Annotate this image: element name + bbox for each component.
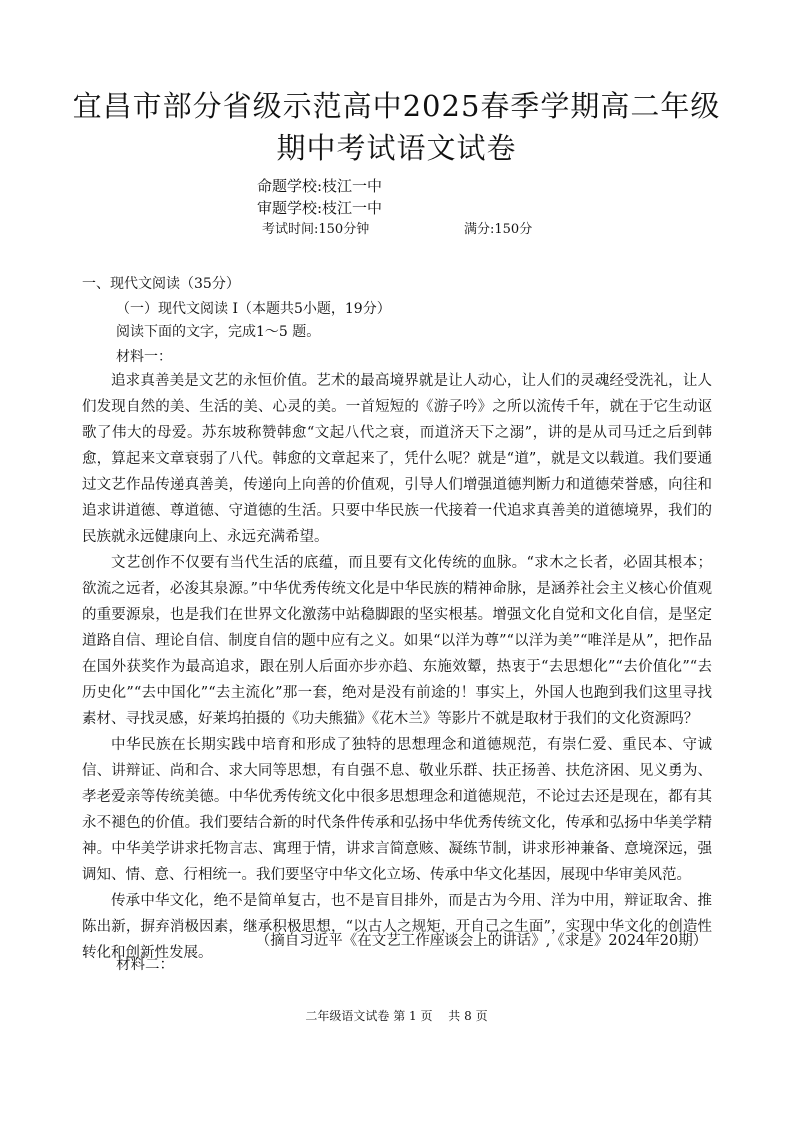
paragraph: 中华民族在长期实践中培育和形成了独特的思想理念和道德规范，有崇仁爱、重民本、守诚信、讲辩证、尚和合、求大同等思想，有自强不息、敬业乐群、扶正扬善、扶危济困、见义勇为、孝老爱亲等传统美德。中华优秀传统文化中很多思想理念和道德规范，不论过去还是现在，都有其永不褪色的价值。我们要结合新的时代条件传承和弘扬中华优秀传统文化，传承和弘扬中华美学精神。中华美学讲求托物言志、寓理于情，讲求言简意赅、凝练节制，讲求形神兼备、意境深远，强调知、情、意、行相统一。我们要坚守中华文化立场、传承中华文化基因，展现中华审美风范。: [82, 737, 712, 883]
section-subheading: （一）现代文阅读 I（本题共5小题，19分）: [116, 301, 391, 317]
material2-label: 材料二：: [116, 957, 174, 973]
page-footer: 二年级语文试卷 第 1 页 共 8 页: [305, 1009, 488, 1023]
proposer-school: 命题学校:枝江一中: [257, 177, 383, 195]
section-heading: 一、现代文阅读（35分）: [82, 276, 240, 292]
reading-instruction: 阅读下面的文字，完成1～5 题。: [116, 324, 321, 340]
paragraph: 传承中华文化，绝不是简单复古，也不是盲目排外，而是古为今用、洋为中用，辩证取舍、推陈出新，摒弃消极因素，继承积极思想，“以古人之规矩，开自己之生面”，实现中华文化的创造性转化和创新性发展。: [82, 893, 712, 961]
exam-title-line2: 期中考试语文试卷: [276, 131, 517, 165]
paragraph: 文艺创作不仅要有当代生活的底蕴，而且要有文化传统的血脉。“求木之长者，必固其根本；欲流之远者，必浚其泉源。”中华优秀传统文化是中华民族的精神命脉，是涵养社会主义核心价值观的重要源泉，也是我们在世界文化激荡中站稳脚跟的坚实根基。增强文化自觉和文化自信，是坚定道路自信、理论自信、制度自信的题中应有之义。如果“以洋为尊”“以洋为美”“唯洋是从”，把作品在国外获奖作为最高追求，跟在别人后面亦步亦趋、东施效颦，热衷于“去思想化”“去价值化”“去历史化”“去中国化”“去主流化”那一套，绝对是没有前途的！事实上，外国人也跑到我们这里寻找素材、寻找灵感，好莱坞拍摄的《功夫熊猫》《花木兰》等影片不就是取材于我们的文化资源吗？: [82, 555, 712, 727]
paragraph: 追求真善美是文艺的永恒价值。艺术的最高境界就是让人动心，让人们的灵魂经受洗礼，让人们发现自然的美、生活的美、心灵的美。一首短短的《游子吟》之所以流传千年，就在于它生动讴歌了伟大的母爱。苏东坡称赞韩愈“文起八代之衰，而道济天下之溺”，讲的是从司马迁之后到韩愈，算起来文章衰弱了八代。韩愈的文章起来了，凭什么呢？就是“道”，就是文以载道。我们要通过文艺作品传递真善美，传递向上向善的价值观，引导人们增强道德判断力和道德荣誉感，向往和追求讲道德、尊道德、守道德的生活。只要中华民族一代接着一代追求真善美的道德境界，我们的民族就永远健康向上、永远充满希望。: [82, 373, 712, 545]
material1-body: [82, 368, 712, 966]
reviewer-school: 审题学校:枝江一中: [257, 199, 383, 217]
material1-label: 材料一：: [116, 349, 172, 365]
source-citation: （摘自习近平《在文艺工作座谈会上的讲话》,《求是》2024年20期）: [255, 933, 708, 949]
exam-time: 考试时间:150分钟: [262, 222, 370, 237]
full-score: 满分:150分: [464, 222, 533, 237]
exam-title-line1: 宜昌市部分省级示范高中2025春季学期高二年级: [72, 89, 721, 123]
